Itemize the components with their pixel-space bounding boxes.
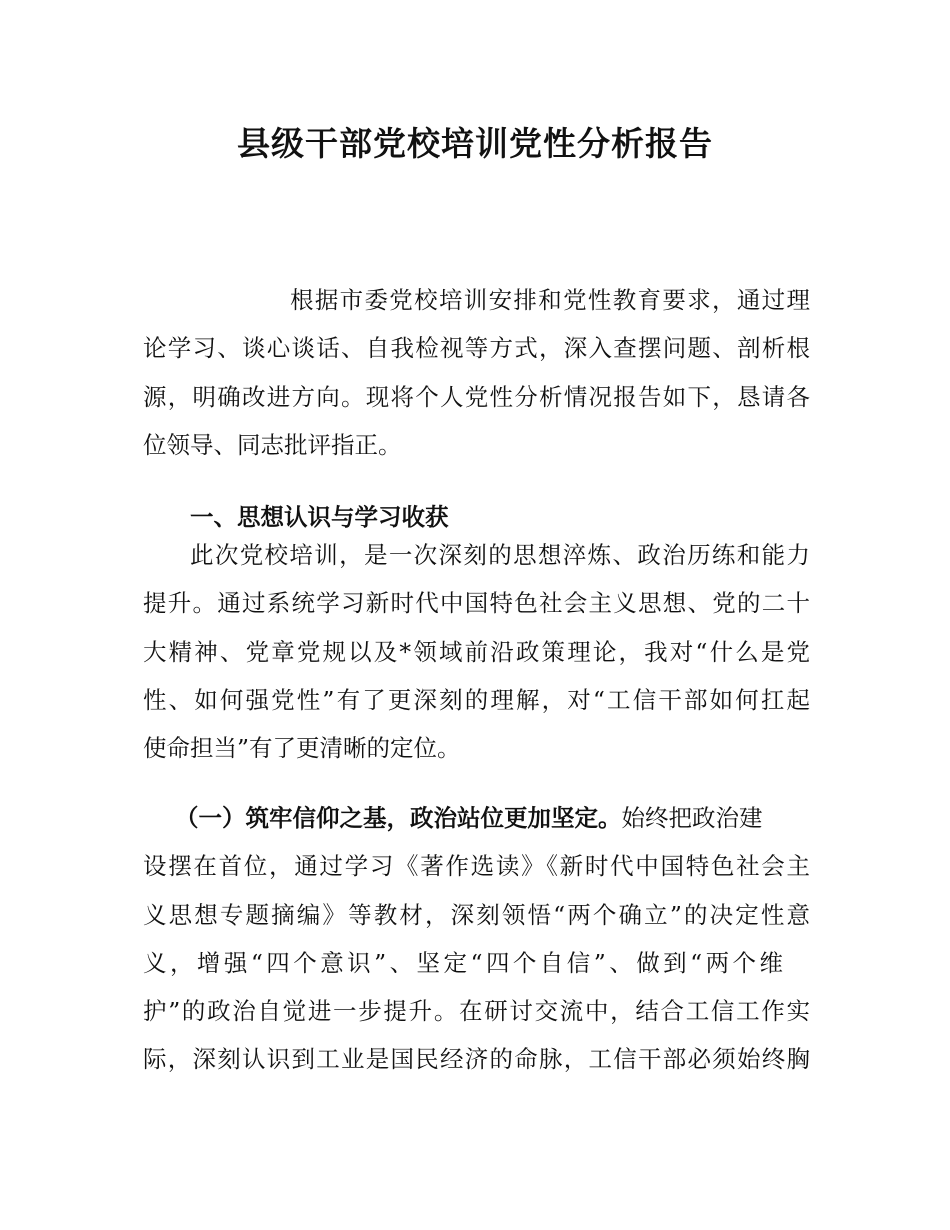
text-line: 义，增强“四个意识”、坚定“四个自信”、做到“两个维	[143, 948, 783, 977]
subsection-lead: （一）筑牢信仰之基，政治站位更加坚定。	[175, 804, 622, 832]
text-line	[143, 794, 810, 842]
section-heading: 一、思想认识与学习收获	[190, 503, 449, 531]
text-line: 护”的政治自觉进一步提升。在研讨交流中，结合工信工作实	[143, 997, 810, 1026]
text-line: 义思想专题摘编》等教材，深刻领悟“两个确立”的决定性意	[143, 900, 810, 929]
section1-paragraph	[143, 531, 810, 772]
text-line: 提升。通过系统学习新时代中国特色社会主义思想、党的二十	[143, 589, 810, 618]
text-line: 根据市委党校培训安排和党性教育要求，通过理	[290, 286, 810, 314]
text-span: 始终把政治建	[621, 804, 763, 832]
text-line: 设摆在首位，通过学习《著作选读》《新时代中国特色社会主	[143, 852, 810, 881]
text-line: 论学习、谈心谈话、自我检视等方式，深入查摆问题、剖析根	[143, 334, 810, 363]
text-line: 性、如何强党性”有了更深刻的理解，对“工信干部如何扛起	[143, 685, 810, 714]
text-line: 大精神、党章党规以及*领域前沿政策理论，我对“什么是党	[143, 637, 810, 666]
text-line: 位领导、同志批评指正。	[143, 430, 402, 459]
document-title: 县级干部党校培训党性分析报告	[237, 124, 713, 163]
text-line: 际，深刻认识到工业是国民经济的命脉，工信干部必须始终胸	[143, 1045, 810, 1074]
text-line: 此次党校培训，是一次深刻的思想淬炼、政治历练和能力	[190, 541, 810, 569]
text-line: 使命担当”有了更清晰的定位。	[143, 734, 461, 763]
subsection1-paragraph	[143, 794, 810, 1084]
text-line: 源，明确改进方向。现将个人党性分析情况报告如下，恳请各	[143, 382, 810, 411]
intro-paragraph	[143, 276, 810, 469]
